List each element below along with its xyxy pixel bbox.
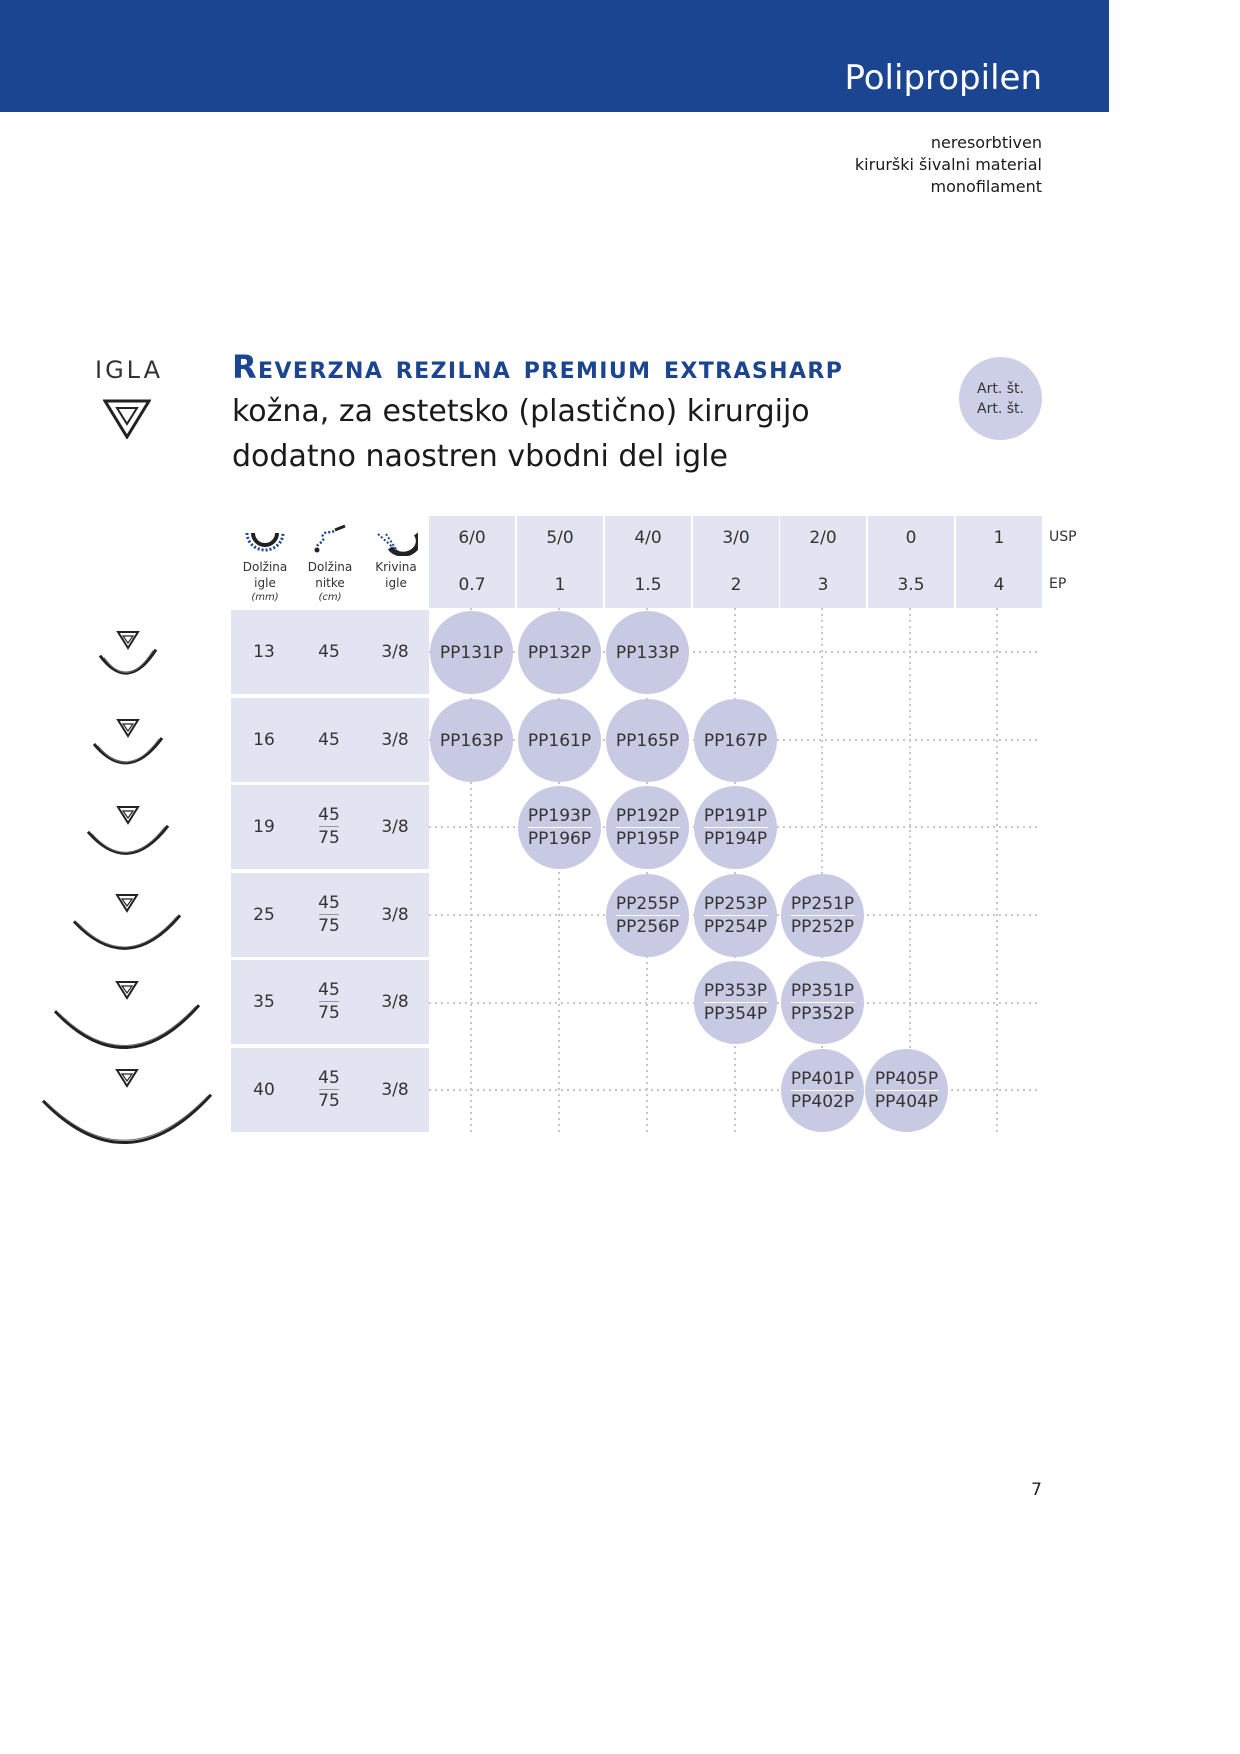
curvature-value: 3/8: [381, 992, 409, 1012]
article-code-circle: [518, 699, 601, 782]
usp-size: 5/0: [546, 528, 574, 548]
article-code: PP191P: [703, 806, 768, 826]
article-code-circle: [694, 786, 777, 869]
needle-description: kožna, za estetsko (plastično) kirurgijo: [232, 394, 810, 429]
col-header-line: igle: [254, 576, 276, 590]
size-header-cell: [429, 516, 515, 608]
curvature-value: 3/8: [381, 1080, 409, 1100]
article-code: PP167P: [703, 730, 768, 751]
page-number: 7: [1031, 1480, 1042, 1500]
needle-curvature-icon: [376, 530, 418, 556]
needle-length-value: 40: [253, 1080, 275, 1100]
article-code-circle: [606, 874, 689, 957]
needle-drawing-icon: [53, 980, 201, 1056]
needle-drawing-icon: [72, 893, 182, 955]
curvature-value: 3/8: [381, 905, 409, 925]
usp-size: 6/0: [458, 528, 486, 548]
article-code: PP404P: [874, 1092, 939, 1112]
reverse-cutting-triangle-icon: [103, 399, 151, 439]
col-header-needle-curvature: [363, 559, 429, 591]
article-code: PP253P: [703, 894, 768, 914]
needle-length-value: 25: [253, 905, 275, 925]
col-header-line: igle: [385, 576, 407, 590]
ep-size: 1: [554, 575, 566, 595]
curvature-value: 3/8: [381, 730, 409, 750]
ep-label: EP: [1049, 576, 1067, 592]
usp-label: USP: [1049, 529, 1077, 545]
article-code: PP405P: [874, 1069, 939, 1089]
article-code-circle: [606, 699, 689, 782]
article-code: PP133P: [615, 642, 680, 663]
article-code: PP402P: [790, 1092, 855, 1112]
thread-length-option: 45: [318, 980, 340, 1000]
curvature-value: 3/8: [381, 642, 409, 662]
article-code-circle: [606, 786, 689, 869]
col-header-line: nitke: [315, 576, 345, 590]
article-number-badge: [959, 357, 1042, 440]
article-code-circle: [694, 699, 777, 782]
col-header-unit: (cm): [318, 592, 342, 603]
thread-length-value: [305, 979, 353, 1024]
product-subtitle: [855, 132, 1042, 198]
subtitle-line: kirurški šivalni material: [854, 155, 1042, 174]
article-code: PP256P: [615, 917, 680, 937]
thread-length-value: [305, 1067, 353, 1112]
size-header-cell: [780, 516, 866, 608]
article-code: PP195P: [615, 829, 680, 849]
article-code: PP196P: [527, 829, 592, 849]
col-header-line: Krivina: [375, 560, 417, 574]
article-code-circle: [430, 611, 513, 694]
needle-type-title: Reverzna rezilna premium extrasharp: [232, 348, 844, 386]
art-label: Art. št.: [977, 401, 1024, 417]
article-code-circle: [781, 1049, 864, 1132]
thread-length-value: [305, 892, 353, 937]
usp-size: 0: [905, 528, 917, 548]
article-code: PP351P: [790, 981, 855, 1001]
article-code: PP401P: [790, 1069, 855, 1089]
ep-size: 0.7: [458, 575, 486, 595]
thread-length-option: 75: [318, 1091, 340, 1111]
article-code: PP255P: [615, 894, 680, 914]
col-header-line: Dolžina: [307, 560, 353, 574]
usp-size: 4/0: [634, 528, 662, 548]
needle-length-value: 35: [253, 992, 275, 1012]
thread-length-value: 45: [318, 642, 340, 662]
article-code-circle: [606, 611, 689, 694]
article-code: PP254P: [703, 917, 768, 937]
thread-length-option: 45: [318, 1068, 340, 1088]
product-title: Polipropilen: [844, 58, 1042, 98]
thread-length-option: 45: [318, 893, 340, 913]
article-code: PP352P: [790, 1004, 855, 1024]
article-code: PP165P: [615, 730, 680, 751]
article-code-circle: [694, 874, 777, 957]
article-code: PP251P: [790, 894, 855, 914]
needle-drawing-icon: [41, 1068, 213, 1152]
size-header-cell: [517, 516, 603, 608]
col-header-thread-length: [297, 559, 363, 604]
size-header-cell: [956, 516, 1042, 608]
usp-size: 1: [993, 528, 1005, 548]
usp-size: 2/0: [809, 528, 837, 548]
thread-length-value: [305, 804, 353, 849]
article-code-circle: [694, 961, 777, 1044]
needle-length-value: 19: [253, 817, 275, 837]
art-label: Art. št.: [977, 381, 1024, 397]
thread-length-icon: [313, 524, 349, 554]
size-header-cell: [868, 516, 954, 608]
needle-length-value: 13: [253, 642, 275, 662]
dotted-grid: [429, 608, 1043, 1136]
article-code-circle: [518, 786, 601, 869]
col-header-line: Dolžina: [242, 560, 288, 574]
subtitle-line: neresorbtiven: [930, 133, 1042, 152]
ep-size: 2: [730, 575, 742, 595]
article-code-circle: [781, 874, 864, 957]
article-code: PP252P: [790, 917, 855, 937]
article-code: PP163P: [439, 730, 504, 751]
needle-feature: dodatno naostren vbodni del igle: [232, 439, 728, 474]
size-header-cell: [693, 516, 779, 608]
needle-drawing-icon: [92, 718, 164, 768]
size-header-cell: [605, 516, 691, 608]
article-code: PP131P: [439, 642, 504, 663]
needle-length-icon: [244, 529, 286, 555]
article-code-circle: [518, 611, 601, 694]
col-header-unit: (mm): [251, 592, 279, 603]
article-code: PP192P: [615, 806, 680, 826]
thread-length-option: 45: [318, 805, 340, 825]
article-code: PP161P: [527, 730, 592, 751]
usp-size: 3/0: [722, 528, 750, 548]
ep-size: 1.5: [634, 575, 662, 595]
article-code: PP193P: [527, 806, 592, 826]
thread-length-option: 75: [318, 828, 340, 848]
thread-length-option: 75: [318, 1003, 340, 1023]
article-code-circle: [781, 961, 864, 1044]
header-band: [0, 0, 1109, 112]
article-code-circle: [430, 699, 513, 782]
article-code: PP354P: [703, 1004, 768, 1024]
article-code: PP353P: [703, 981, 768, 1001]
thread-length-option: 75: [318, 916, 340, 936]
subtitle-line: monofilament: [930, 177, 1042, 196]
curvature-value: 3/8: [381, 817, 409, 837]
ep-size: 3.5: [897, 575, 925, 595]
needle-length-value: 16: [253, 730, 275, 750]
thread-length-value: 45: [318, 730, 340, 750]
needle-label: IGLA: [95, 356, 164, 384]
ep-size: 4: [993, 575, 1005, 595]
needle-drawing-icon: [98, 630, 158, 678]
needle-drawing-icon: [86, 805, 170, 859]
article-code: PP132P: [527, 642, 592, 663]
article-code: PP194P: [703, 829, 768, 849]
article-code-circle: [865, 1049, 948, 1132]
ep-size: 3: [817, 575, 829, 595]
col-header-needle-length: [232, 559, 298, 604]
